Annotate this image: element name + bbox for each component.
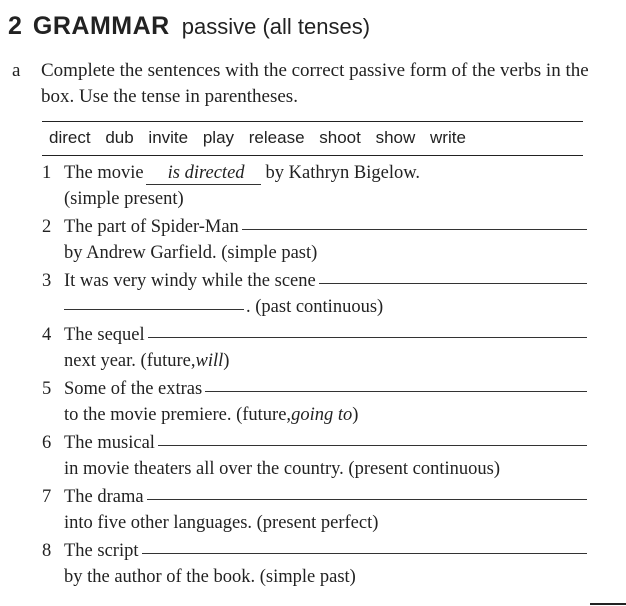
word-box-item: dub — [105, 128, 134, 147]
item-number: 8 — [42, 541, 52, 561]
item-text-end: by Kathryn Bigelow. — [265, 163, 421, 183]
item-tense-italic: will — [195, 351, 224, 371]
answer-blank[interactable] — [142, 553, 588, 554]
item-text: The musical — [64, 433, 155, 453]
exercise-item — [42, 214, 587, 268]
item-tense: . (past continuous) — [246, 297, 384, 317]
item-tense: (simple present) — [64, 189, 184, 209]
item-tense: by the author of the book. (simple past) — [64, 567, 356, 587]
page-corner-rule — [590, 603, 626, 605]
answer-blank[interactable] — [319, 283, 587, 284]
exercise-item — [42, 268, 587, 322]
item-text: The part of Spider-Man — [64, 217, 239, 237]
item-tense: in movie theaters all over the country. (present continuous) — [64, 459, 500, 479]
exercise-item — [42, 430, 587, 484]
item-number: 3 — [42, 271, 52, 291]
item-tense-end: ) — [223, 351, 230, 371]
answer-blank[interactable] — [148, 337, 587, 338]
item-number: 4 — [42, 325, 52, 345]
item-number: 1 — [42, 163, 52, 183]
section-title: GRAMMAR — [32, 12, 170, 40]
answer-blank[interactable] — [205, 391, 587, 392]
word-box-item: direct — [49, 128, 91, 147]
item-number: 6 — [42, 433, 52, 453]
answer-example: is directed — [146, 162, 261, 185]
item-number: 5 — [42, 379, 52, 399]
item-text: It was very windy while the scene — [64, 271, 316, 291]
exercise-item — [42, 160, 587, 214]
word-box-item: show — [375, 128, 416, 147]
item-tense-end: ) — [352, 405, 359, 425]
answer-blank[interactable] — [147, 499, 587, 500]
section-subtitle: passive (all tenses) — [181, 14, 371, 39]
answer-blank[interactable] — [242, 229, 587, 230]
item-tense: next year. (future, — [64, 351, 196, 371]
item-text: The drama — [64, 487, 144, 507]
exercise-item — [42, 322, 587, 376]
item-tense: by Andrew Garfield. (simple past) — [64, 243, 318, 263]
section-number: 2 — [8, 12, 22, 40]
exercise-item — [42, 484, 587, 538]
word-box-item: release — [248, 128, 305, 147]
word-box-item: play — [202, 128, 235, 147]
item-number: 2 — [42, 217, 52, 237]
answer-blank-continued[interactable] — [64, 309, 244, 310]
item-text: Some of the extras — [64, 379, 203, 399]
item-number: 7 — [42, 487, 52, 507]
word-list — [49, 128, 476, 148]
exercise-item — [42, 538, 587, 592]
item-text: The sequel — [64, 325, 145, 345]
exercise-items — [42, 160, 587, 592]
section-heading — [8, 12, 370, 46]
item-tense-italic: going to — [291, 405, 353, 425]
exercise-letter: a — [12, 60, 21, 81]
word-box — [42, 121, 583, 156]
word-box-item: invite — [148, 128, 189, 147]
item-text: The script — [64, 541, 139, 561]
word-box-item: write — [430, 128, 466, 147]
exercise-item — [42, 376, 587, 430]
item-tense: to the movie premiere. (future, — [64, 405, 292, 425]
word-box-item: shoot — [319, 128, 361, 147]
item-text: The movie — [64, 163, 144, 183]
answer-blank[interactable] — [158, 445, 587, 446]
item-tense: into five other languages. (present perfect) — [64, 513, 379, 533]
instruction-text: Complete the sentences with the correct passive form of the verbs in the box. Use the tense in parentheses. — [41, 60, 589, 107]
